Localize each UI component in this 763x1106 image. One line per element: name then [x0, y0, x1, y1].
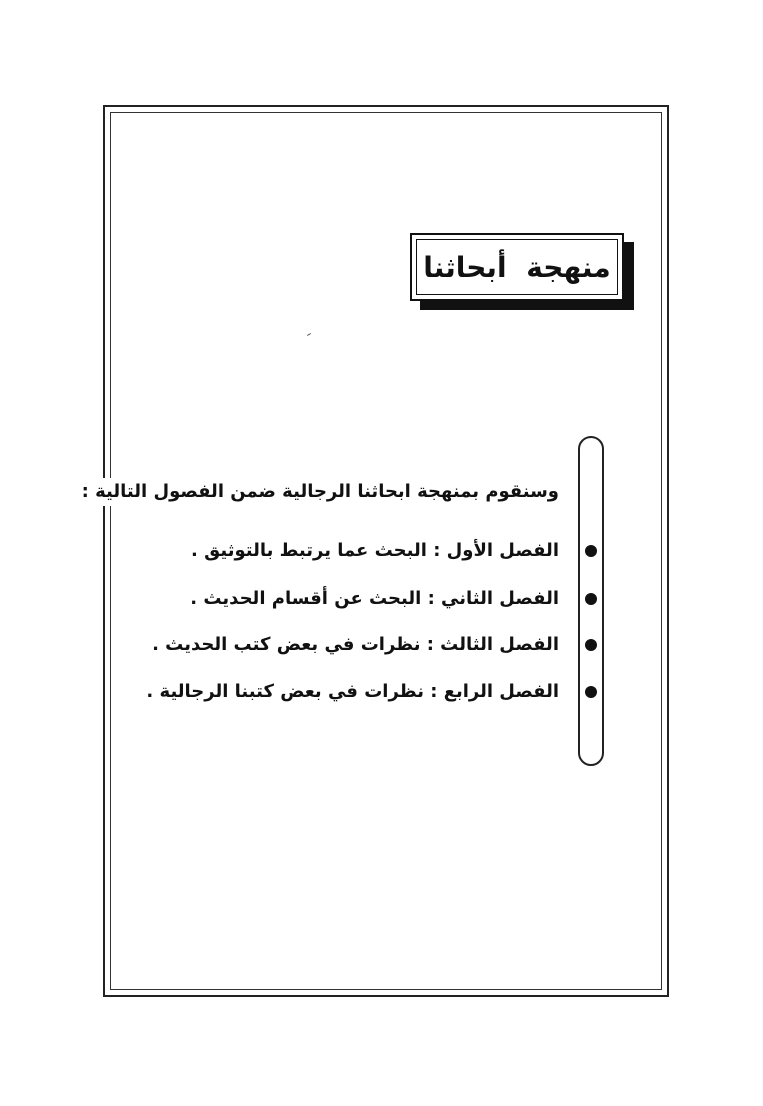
chapter-item-1: الفصل الأول : البحث عما يرتبط بالتوثيق . — [189, 537, 559, 565]
bullet-icon — [585, 593, 597, 605]
chapter-item-3: الفصل الثالث : نظرات في بعض كتب الحديث . — [150, 631, 559, 659]
bullet-icon — [585, 639, 597, 651]
bullet-icon — [585, 545, 597, 557]
bullet-icon — [585, 686, 597, 698]
intro-text: وسنقوم بمنهجة ابحاثنا الرجالية ضمن الفصول التالية : — [80, 478, 559, 506]
chapter-item-4: الفصل الرابع : نظرات في بعض كتبنا الرجالية . — [144, 678, 559, 706]
title-box — [410, 233, 624, 301]
page-title: منهجة أبحاثنا — [423, 250, 611, 284]
chapter-item-2: الفصل الثاني : البحث عن أقسام الحديث . — [188, 585, 559, 613]
